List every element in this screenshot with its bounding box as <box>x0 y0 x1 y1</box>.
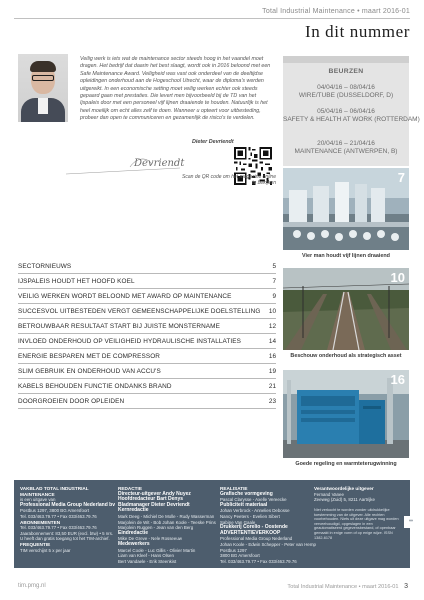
qr-caption: Scan de QR code om het magazine online te bekijken <box>182 174 276 187</box>
colophon-line: Hoofdredacteur Bart Denys <box>118 496 184 503</box>
colophon-line: Tel. 033/463.79.77 • Fax 033/463.79.76 <box>20 513 97 519</box>
colophon-column-production <box>220 486 316 564</box>
top-strip <box>14 8 410 18</box>
events-title: BEURZEN <box>328 68 364 75</box>
colophon-line: Kernredactie <box>118 507 149 514</box>
toc-entry[interactable] <box>18 259 276 274</box>
colophon-heading: REALISATIE <box>220 486 248 491</box>
portrait-collar <box>38 98 48 114</box>
toc-title: DOORGROEIEN DOOR OPLEIDEN <box>18 398 125 405</box>
colophon-heading: REDACTIE <box>118 486 142 491</box>
colophon-line: Johan Koole - Edwin Schepper - Peter van Hemp <box>220 541 316 547</box>
toc-title: SECTORNIEUWS <box>18 263 72 270</box>
toc-title: BETROUWBAAR RESULTAAT START BIJ JUISTE MONSTERNAME <box>18 323 220 330</box>
toc-title: KABELS BEHOUDEN FUNCTIE ONDANKS BRAND <box>18 383 172 390</box>
event-item <box>283 140 409 156</box>
toc-entry[interactable] <box>18 349 276 364</box>
photo-page-number: 7 <box>397 170 405 185</box>
colophon-line: Publiciteit materiaal <box>220 501 268 508</box>
toc-entry[interactable] <box>18 319 276 334</box>
toc-entry[interactable] <box>18 304 276 319</box>
toc-title: SUCCESVOL UITBESTEDEN VERGT GEMEENSCHAPPELIJKE DOELSTELLING <box>18 308 261 315</box>
production-line-illustration <box>283 168 409 250</box>
colophon-line: Marjolein Ruggen - Jean van den Berg <box>118 525 194 531</box>
colophon-line: Marcel Coole - Luc Gillis - Olivier Martin <box>118 547 196 553</box>
toc-title: IJSPALEIS HOUDT HET HOOFD KOEL <box>18 278 135 285</box>
page-title: In dit nummer <box>304 22 410 41</box>
toc-page: 19 <box>268 368 276 375</box>
toc-title: VEILIG WERKEN WORDT BELOOND MET AWARD OP MAINTENANCE <box>18 293 232 300</box>
page-number: 3 <box>404 583 408 590</box>
colophon-line: Professional Media Group Nederland bv <box>20 501 116 508</box>
editorial-text: Veilig werk is iets wat de maintenance sector steeds hoog in het vaandel moet dragen. Het bedrijf dat daarin het best slaagt, wordt ook in 2016 beloond met een Safe Maintenance Award. Veiligheid was vast ook onderdeel van de deeltijdse opleidingen onderhoud aan de Hogeschool Utrecht, waar de diploma's werden uitgereikt. In een economische setting moet veilig werken echter ook steeds gepaard gaan met prestaties. Die levert men bijvoorbeeld bij de TD van het Ijspaleis door met een personeel vijf lijnen draaiende te houden. Natuurlijk is het heel moeilijk om echt alles zelf te doen. Wanneer u opteert voor uitbesteding, probeer dan open te communiceren en gezamenlijk de risico's te verdelen. <box>80 56 271 122</box>
event-name: MAINTENANCE (ANTWERPEN, B) <box>294 148 398 155</box>
toc-entry[interactable] <box>18 379 276 394</box>
toc-entry[interactable] <box>18 334 276 349</box>
portrait-hair <box>30 61 56 72</box>
running-head: Total Industrial Maintenance • maart 2016-01 <box>262 8 410 15</box>
colophon-line: Grafische vormgeving <box>220 490 273 497</box>
colophon-column-publisher <box>20 486 116 553</box>
colophon-line: Directeur-uitgever Andy Nuyez <box>118 490 191 497</box>
colophon-heading: Verantwoordelijke uitgever <box>314 486 374 491</box>
event-date: 05/04/16 – 06/04/16 <box>317 108 375 115</box>
colophon-line: Tel. 033/463.79.77 • Fax 033/463.79.76 <box>220 558 297 564</box>
colophon-line: ADVERTENTIEVERKOOP <box>220 529 281 536</box>
event-item <box>283 84 409 100</box>
colophon-line: Medewerkers <box>118 540 150 547</box>
toc-entry[interactable] <box>18 289 276 304</box>
colophon-line: Drukkerij Corelio - Oostende <box>220 524 288 531</box>
colophon-line: Fernand Vanee <box>314 491 344 497</box>
toc-title: INVLOED ONDERHOUD OP VEILIGHEID HYDRAULISCHE INSTALLATIES <box>18 338 242 345</box>
colophon-line: Marjolein de Wit - Bob Johan Koole - Teeske Prins <box>118 519 216 525</box>
photo-production-line[interactable] <box>283 168 409 250</box>
colophon-line: Bert Vandaele - Erik Steenkist <box>118 558 177 564</box>
event-date: 20/04/16 – 21/04/16 <box>317 140 375 147</box>
toc-page: 10 <box>268 308 276 315</box>
colophon-line: Sabine Van Gaale <box>220 519 256 525</box>
toc-title: ENERGIE BESPAREN MET DE COMPRESSOR <box>18 353 161 360</box>
toc-page: 5 <box>272 263 276 270</box>
colophon-line: Professional Media Group Nederland <box>220 536 293 542</box>
photo-compressor[interactable] <box>283 370 409 458</box>
colophon-column-editorial <box>118 486 214 564</box>
colophon-legal-text: Niet verkocht te worden zonder uitdrukkelijke toestemming van de uitgever. Alle rechten voorbehouden. Niets uit deze uitgave mag worden verveelvoudigd, opgeslagen in een geautomatiseerd gegevensbestand, of openbaar gemaakt in enige vorm of op enige wijze. ISSN 1382-6178 <box>314 508 399 540</box>
website-link[interactable]: tim.pmg.nl <box>18 583 46 589</box>
toc-page: 21 <box>268 383 276 390</box>
event-date: 04/04/16 – 08/04/16 <box>317 84 375 91</box>
colophon-line: Mike De Greve - Nele Rosseeuw <box>118 536 182 542</box>
photo-caption: Vier man houdt vijf lijnen draaiend <box>302 253 390 259</box>
toc-page: 14 <box>268 338 276 345</box>
event-name: SAFETY & HEALTH AT WORK (ROTTERDAM) <box>283 116 420 123</box>
photo-caption: Goede regeling en warmteterugwinning <box>295 461 397 467</box>
events-bar <box>283 56 409 63</box>
colophon-line: 3800 BG Amersfoort <box>220 553 260 559</box>
photo-page-number: 10 <box>390 270 405 285</box>
colophon-line: Bladmanager Dieter Devriendt <box>118 501 190 508</box>
colophon-line: ABONNEMENTEN <box>20 519 61 525</box>
colophon-line: Postbus 1297 <box>220 547 247 553</box>
colophon-line: Pascal Clarysse - Axelle Vereecke <box>220 497 287 503</box>
editor-portrait <box>18 54 68 122</box>
colophon-line: TIM verschijnt 5 x per jaar <box>20 547 71 553</box>
colophon-heading: VAKBLAD TOTAL INDUSTRIAL MAINTENANCE <box>20 486 89 497</box>
toc-entry[interactable] <box>18 394 276 409</box>
photo-caption: Beschouw onderhoud als strategisch asset <box>290 353 402 359</box>
colophon-line: FREQUENTIE <box>20 541 51 547</box>
footer-publication: Total Industrial Maintenance • maart 2016-01 <box>287 584 399 590</box>
photo-railway[interactable] <box>283 268 409 350</box>
top-rule <box>14 18 410 19</box>
colophon-line: Johan Verbrock - Annelies Debosse <box>220 508 290 514</box>
toc-title: SLIM GEBRUIK EN ONDERHOUD VAN ACCU'S <box>18 368 161 375</box>
colophon-line: Postbus 1297, 3800 BG Amersfoort <box>20 508 90 514</box>
toc-page: 7 <box>272 278 276 285</box>
toc-page: 23 <box>268 398 276 405</box>
page-footer <box>287 583 408 590</box>
colophon-line: Nancy Peeters - Evelien Sibert <box>220 513 280 519</box>
portrait-glasses <box>32 75 54 81</box>
toc-page: 16 <box>268 353 276 360</box>
colophon-line: Eindredactie <box>118 529 149 536</box>
colophon-line: Tel. 033/463.79.77 • Fax 033/463.79.76 <box>20 525 97 531</box>
pmg-logo-icon: ºº <box>404 516 418 528</box>
toc-entry[interactable] <box>18 364 276 379</box>
toc-entry[interactable] <box>18 274 276 289</box>
colophon-line: Zeeweg (Zuid) 5, 8211 Aartrijke <box>314 497 375 503</box>
colophon-column-legal <box>314 486 413 566</box>
colophon <box>14 480 413 568</box>
colophon-line: Jaarabonnement: 83,50 EUR (excl. btw) • 5 nrs. <box>20 530 114 536</box>
toc-page: 12 <box>268 323 276 330</box>
colophon-line: U heeft dan gratis toegang tot het TIM-archief. <box>20 536 110 542</box>
colophon-line: Mark Deeg - Michiel De Molle - Rudy Wasserman <box>118 513 215 519</box>
event-item <box>283 108 420 124</box>
toc-page: 9 <box>272 293 276 300</box>
photo-page-number: 16 <box>390 372 405 387</box>
colophon-line: is een uitgave van <box>20 497 56 503</box>
events-box <box>283 56 420 166</box>
signature-script: Devriendt <box>134 158 185 169</box>
colophon-line: Liam van Kleef - Hans Olsen <box>118 553 174 559</box>
event-name: WIRE/TUBE (DUSSELDORF, D) <box>298 92 394 99</box>
signature-name: Dieter Devriendt <box>192 139 234 145</box>
